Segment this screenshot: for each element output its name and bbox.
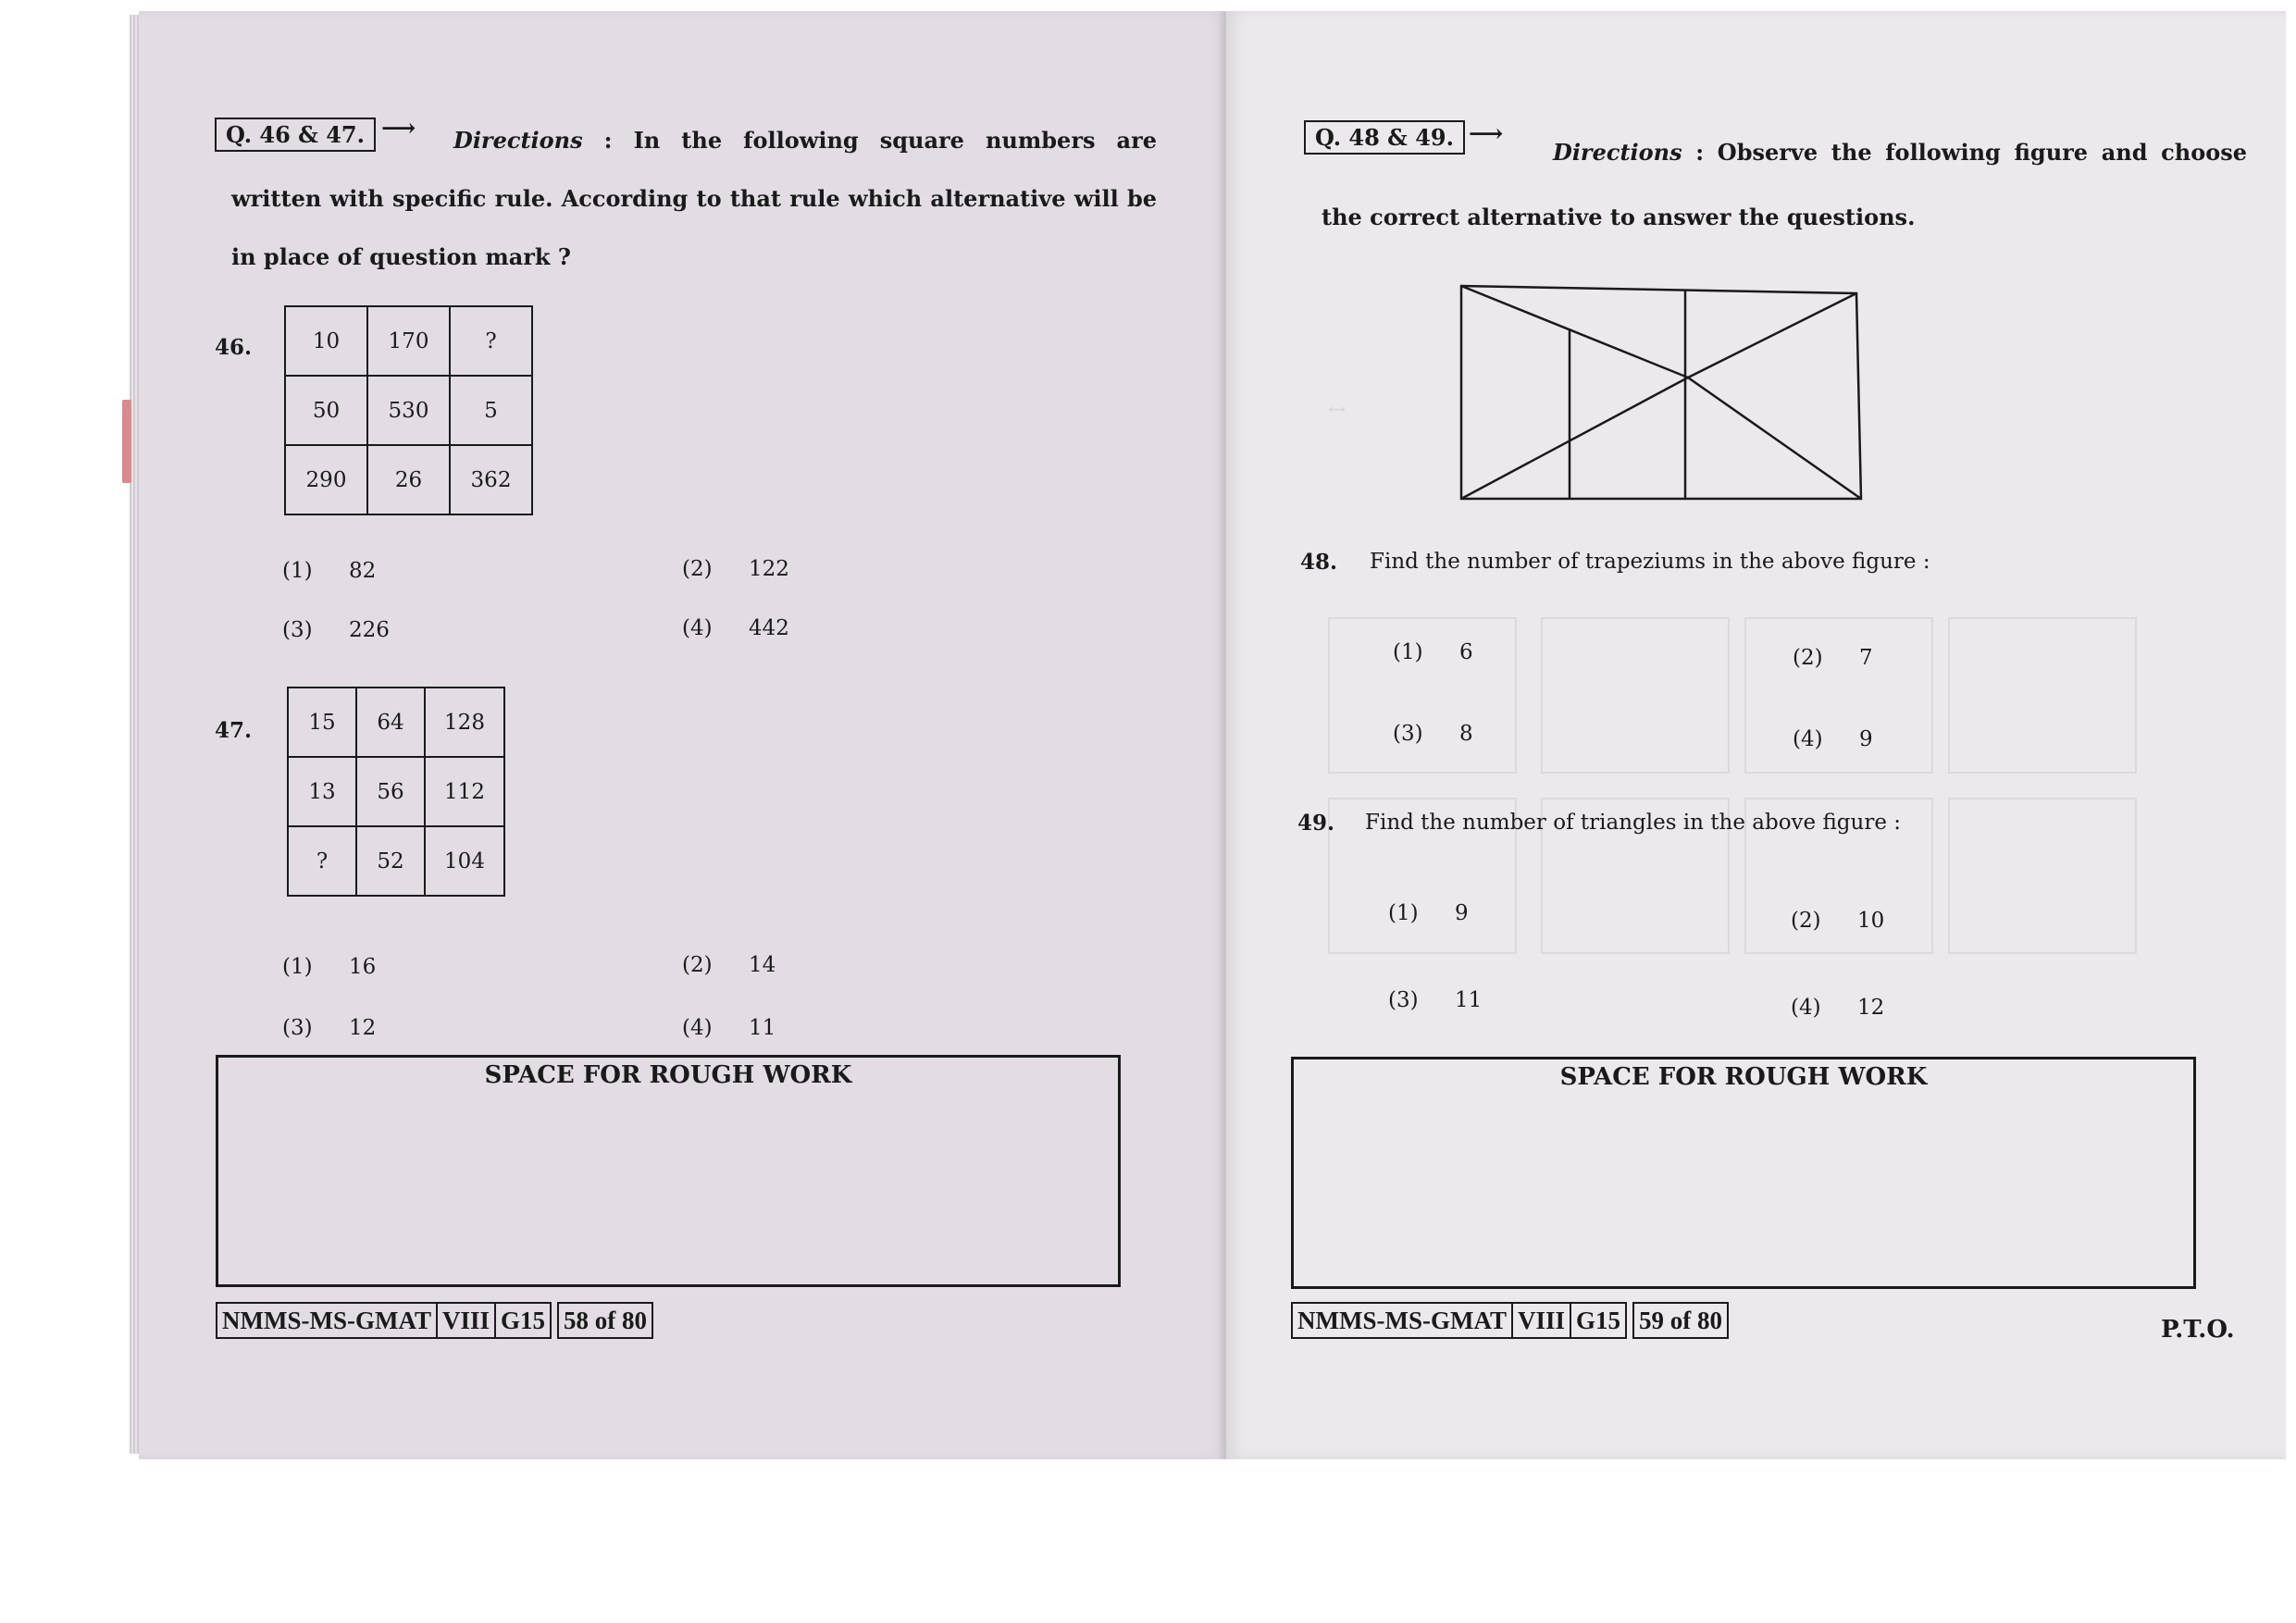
grid-cell: 5 (450, 376, 532, 445)
grid-cell: 56 (356, 757, 425, 826)
footer-page-number: 59 of 80 (1632, 1302, 1729, 1339)
directions-arrow: ⟶ (381, 115, 416, 142)
right-page (1226, 11, 2286, 1459)
grid-cell: 112 (425, 757, 504, 826)
bleed-through-text: ↔ (1328, 398, 1347, 422)
q49-option-4[interactable]: (4) 12 (1791, 996, 1885, 1020)
grid-cell: ? (450, 306, 532, 376)
bleed-through-box (1541, 617, 1730, 774)
q47-option-2[interactable]: (2) 14 (682, 953, 776, 977)
q48-option-1[interactable]: (1) 6 (1393, 640, 1473, 664)
q49-text: Find the number of triangles in the above figure : (1365, 811, 1902, 835)
grid-cell: 10 (285, 306, 367, 376)
grid-cell: 128 (425, 688, 504, 757)
rough-work-box[interactable] (216, 1055, 1121, 1287)
q47-number-grid (287, 687, 505, 897)
left-directions (231, 111, 1157, 286)
footer-exam-code: NMMS-MS-GMAT (216, 1302, 436, 1339)
footer-standard: VIII (1511, 1302, 1570, 1339)
figure-diagonal (1461, 378, 1688, 499)
grid-cell: ? (288, 826, 356, 896)
directions-text: : In the following square numbers are written with specific rule. According to that rule which alternative will be in place of question mark ? (231, 127, 1157, 270)
q47-number: 47. (215, 718, 253, 743)
figure-diagonal (1461, 286, 1688, 378)
grid-cell: 104 (425, 826, 504, 896)
footer-set: G15 (1570, 1302, 1627, 1339)
rough-work-box[interactable] (1291, 1057, 2196, 1289)
q47-option-3[interactable]: (3) 12 (282, 1016, 377, 1040)
figure-diagonal (1688, 378, 1861, 499)
grid-cell: 362 (450, 445, 532, 514)
q48-option-2[interactable]: (2) 7 (1793, 646, 1873, 670)
q48-text: Find the number of trapeziums in the above figure : (1370, 550, 1930, 574)
q48-option-3[interactable]: (3) 8 (1393, 722, 1473, 746)
q46-option-2[interactable]: (2) 122 (682, 557, 789, 581)
q48-number: 48. (1300, 550, 1338, 575)
rectangle-figure (1458, 275, 1865, 506)
directions-text: : Observe the following figure and choose the correct alternative to answer the questions. (1322, 139, 2247, 230)
q47-option-1[interactable]: (1) 16 (282, 955, 377, 979)
page-edges (130, 15, 139, 1454)
directions-arrow: ⟶ (1469, 120, 1504, 148)
rough-work-title: SPACE FOR ROUGH WORK (484, 1061, 852, 1089)
q46-option-3[interactable]: (3) 226 (282, 618, 390, 642)
please-turn-over: P.T.O. (2161, 1316, 2235, 1344)
footer-standard: VIII (436, 1302, 494, 1339)
right-directions (1322, 120, 2247, 250)
bleed-through-box (1948, 798, 2137, 954)
q46-number-grid (284, 305, 533, 515)
q49-option-1[interactable]: (1) 9 (1388, 901, 1469, 925)
grid-cell: 13 (288, 757, 356, 826)
grid-cell: 50 (285, 376, 367, 445)
q49-number: 49. (1297, 811, 1335, 836)
footer-set: G15 (494, 1302, 552, 1339)
q46-47-reference: Q. 46 & 47. (215, 118, 376, 152)
grid-cell: 52 (356, 826, 425, 896)
q49-option-3[interactable]: (3) 11 (1388, 988, 1483, 1012)
rough-work-title: SPACE FOR ROUGH WORK (1559, 1063, 1928, 1091)
grid-cell: 530 (367, 376, 450, 445)
directions-label: Directions (1553, 139, 1682, 166)
left-footer (216, 1302, 659, 1339)
q48-49-reference: Q. 48 & 49. (1304, 120, 1465, 155)
q46-option-4[interactable]: (4) 442 (682, 616, 789, 640)
directions-label: Directions (453, 127, 583, 154)
grid-cell: 26 (367, 445, 450, 514)
grid-cell: 15 (288, 688, 356, 757)
figure-diagonal (1688, 293, 1856, 378)
exam-booklet (139, 11, 2286, 1459)
q46-option-1[interactable]: (1) 82 (282, 559, 377, 583)
footer-page-number: 58 of 80 (557, 1302, 653, 1339)
q46-number: 46. (215, 335, 253, 360)
grid-cell: 64 (356, 688, 425, 757)
right-footer (1291, 1302, 1734, 1339)
grid-cell: 290 (285, 445, 367, 514)
q48-option-4[interactable]: (4) 9 (1793, 727, 1873, 751)
binding-tab (122, 400, 131, 483)
footer-exam-code: NMMS-MS-GMAT (1291, 1302, 1511, 1339)
grid-cell: 170 (367, 306, 450, 376)
q47-option-4[interactable]: (4) 11 (682, 1016, 776, 1040)
bleed-through-box (1948, 617, 2137, 774)
q49-option-2[interactable]: (2) 10 (1791, 909, 1885, 933)
left-page (139, 11, 1226, 1459)
